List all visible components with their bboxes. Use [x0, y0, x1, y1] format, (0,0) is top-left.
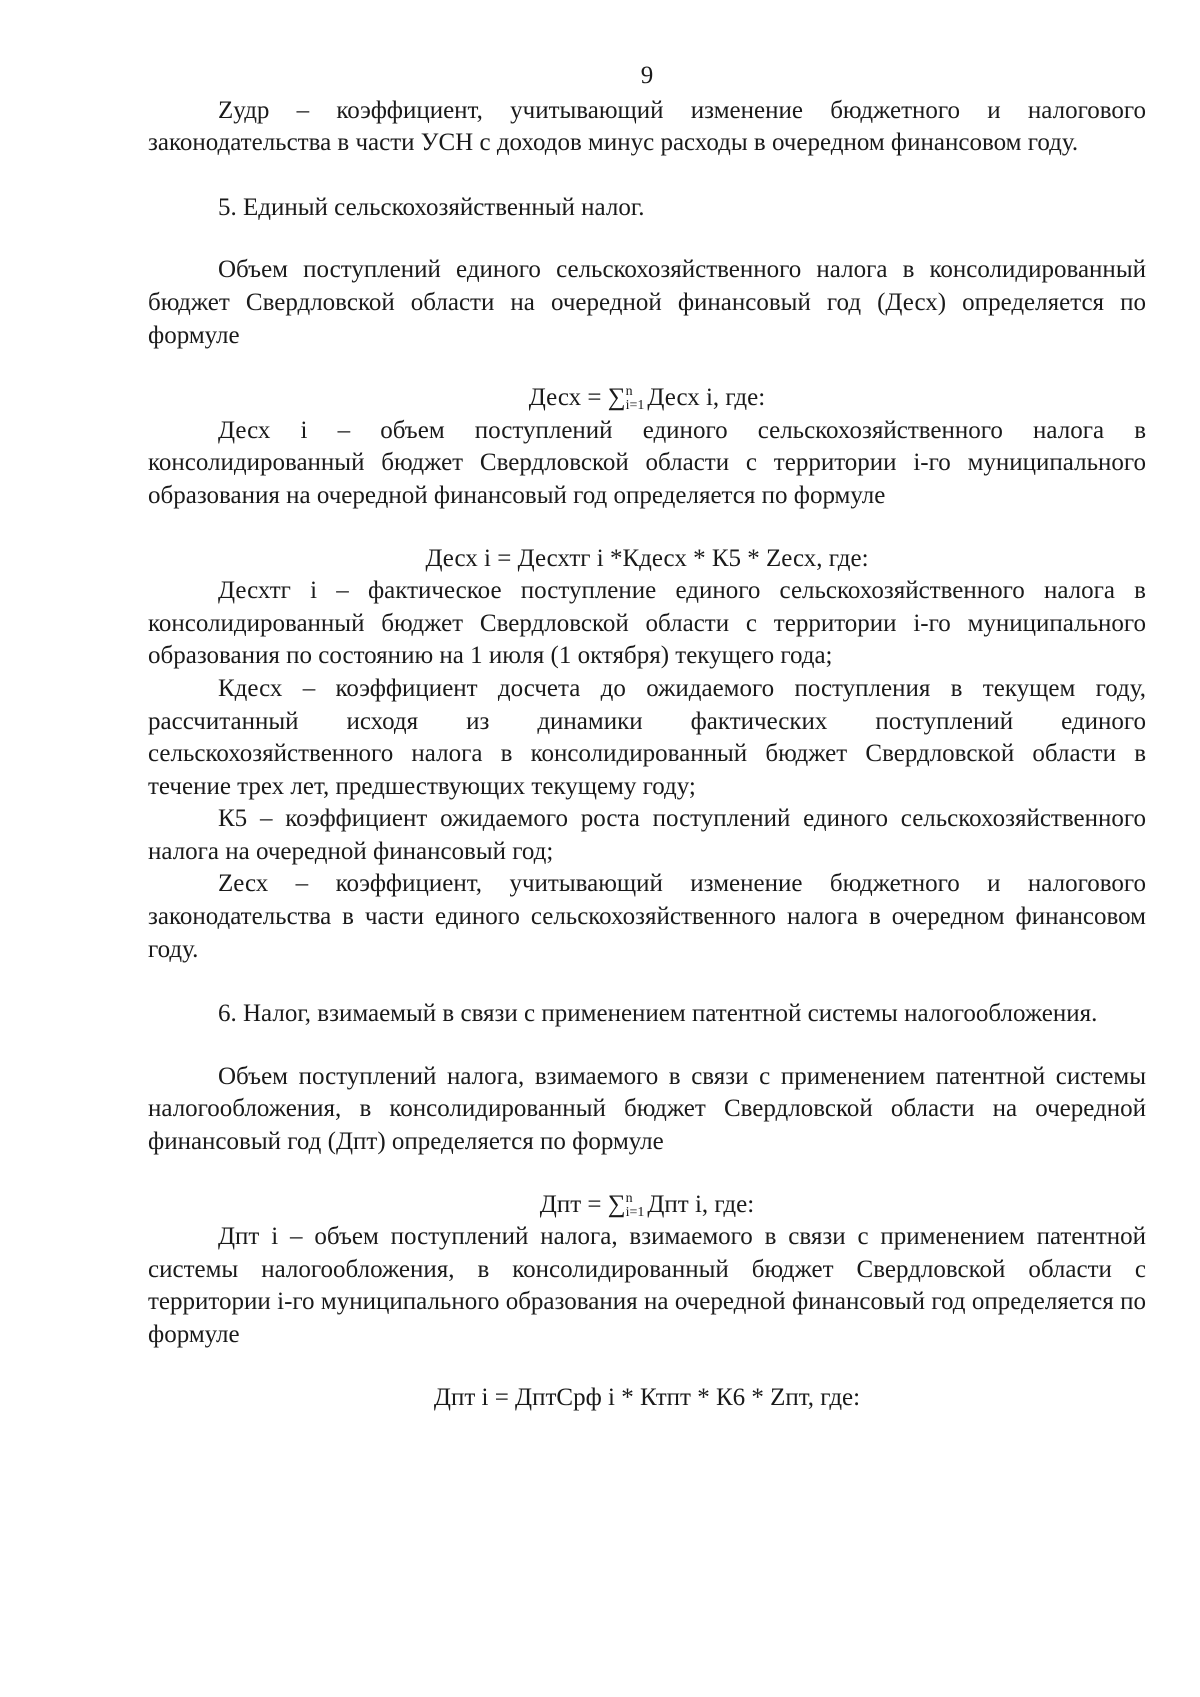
paragraph-dpt-i-definition: Дпт i – объем поступлений налога, взимаемого в связи с применением патентной системы налогообложения, в консолидированный бюджет Свердловской области с территории i-го муниципального образования на очередной финансовый год определяется по формуле — [148, 1223, 1146, 1348]
paragraph-deshtg-definition: Десхтг i – фактическое поступление единого сельскохозяйственного налога в консолидированный бюджет Свердловской области с территории i-го муниципального образования по состоянию на 1 июля (1 октября) текущего года; — [148, 577, 1146, 670]
formula-desh-sum — [148, 382, 1146, 415]
sum-symbol: ∑ — [607, 384, 626, 412]
formula-rhs: Десх i, где: — [647, 384, 766, 412]
sum-lower-limit: i=1 — [625, 1204, 645, 1220]
section-heading-6: 6. Налог, взимаемый в связи с применением патентной системы налогообложения. — [218, 1000, 1098, 1028]
sum-upper-limit: n — [625, 1190, 633, 1206]
sum-limits — [626, 1192, 645, 1220]
document-page — [148, 60, 1146, 1414]
paragraph-desh-volume: Объем поступлений единого сельскохозяйственного налога в консолидированный бюджет Свердловской области на очередной финансовый год (Десх) определяется по формуле — [148, 256, 1146, 349]
formula-desh-i: Десх i = Десхтг i *Кдесх * К5 * Zесх, где: — [425, 544, 869, 572]
paragraph-k5-definition: К5 – коэффициент ожидаемого роста поступлений единого сельскохозяйственного налога на очередной финансовый год; — [148, 805, 1146, 865]
formula-dpt-sum — [148, 1189, 1146, 1222]
sum-lower-limit: i=1 — [625, 398, 645, 414]
sum-limits — [626, 385, 645, 413]
paragraph-zesh-definition: Zесх – коэффициент, учитывающий изменение бюджетного и налогового законодательства в части единого сельскохозяйственного налога в очередном финансовом году. — [148, 870, 1146, 963]
paragraph-zudr-definition: Zудр – коэффициент, учитывающий изменение бюджетного и налогового законодательства в части УСН с доходов минус расходы в очередном финансовом году. — [148, 96, 1146, 157]
sum-upper-limit: n — [625, 384, 633, 400]
formula-lhs: Дпт = — [539, 1190, 608, 1218]
formula-dpt-i: Дпт i = ДптСрф i * Ктпт * К6 * Zпт, где: — [433, 1383, 861, 1411]
formula-lhs: Десх = — [528, 384, 608, 412]
formula-rhs: Дпт i, где: — [647, 1190, 755, 1218]
page-number: 9 — [640, 62, 654, 89]
paragraph-desh-i-definition: Десх i – объем поступлений единого сельскохозяйственного налога в консолидированный бюджет Свердловской области с территории i-го муниципального образования на очередной финансовый год определяется по формуле — [148, 416, 1146, 509]
paragraph-dpt-volume: Объем поступлений налога, взимаемого в связи с применением патентной системы налогообложения, в консолидированный бюджет Свердловской области на очередной финансовый год (Дпт) определяется по формуле — [148, 1062, 1146, 1156]
sum-symbol: ∑ — [607, 1190, 626, 1218]
section-heading-5: 5. Единый сельскохозяйственный налог. — [218, 193, 645, 221]
paragraph-kdesh-definition: Кдесх – коэффициент досчета до ожидаемого поступления в текущем году, рассчитанный исходя из динамики фактических поступлений единого сельскохозяйственного налога в консолидированный бюджет Свердловской области в течение трех лет, предшествующих текущему году; — [148, 674, 1146, 800]
